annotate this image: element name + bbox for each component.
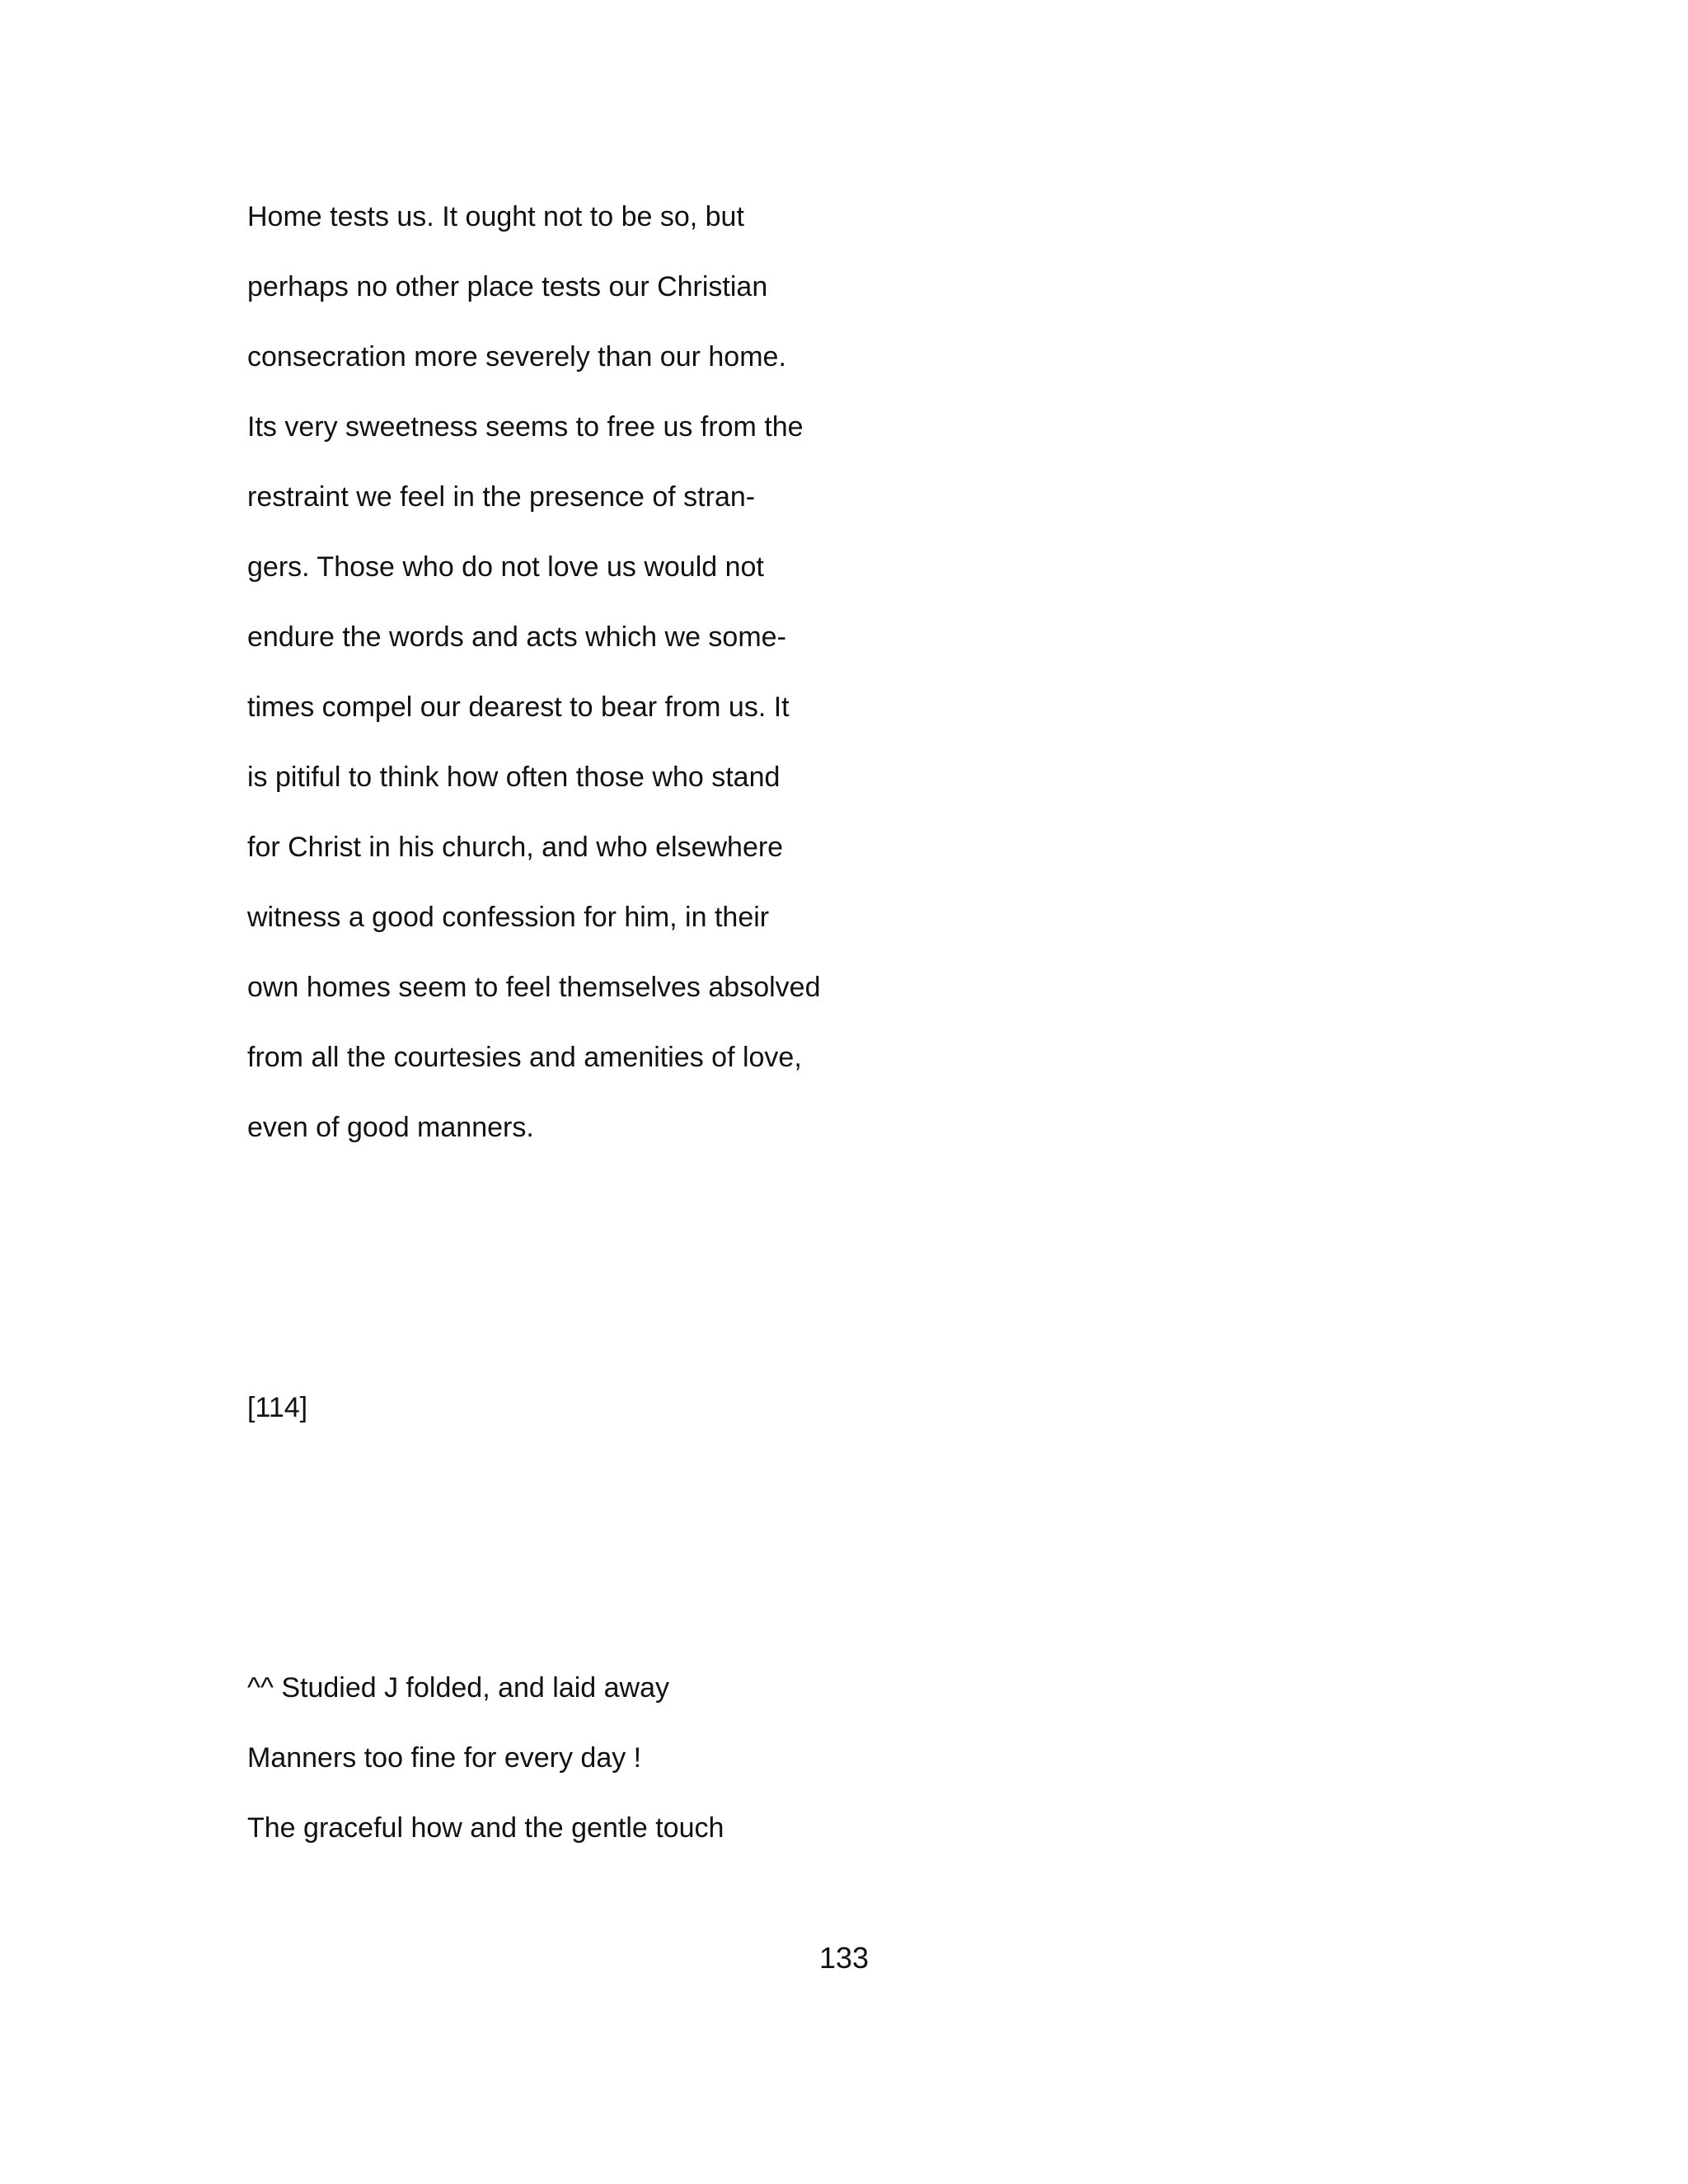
verse-line: ^^ Studied J folded, and laid away [247,1672,670,1704]
paragraph-line: Home tests us. It ought not to be so, but [247,201,744,232]
paragraph-line: times compel our dearest to bear from us. It [247,691,790,723]
verse-line: The graceful how and the gentle touch [247,1812,724,1844]
paragraph-line: Its very sweetness seems to free us from the [247,411,804,443]
paragraph-line: witness a good confession for him, in their [247,902,770,933]
verse-line: Manners too fine for every day ! [247,1742,642,1774]
paragraph-line: restraint we feel in the presence of stran- [247,481,756,513]
bracket-marker: [114] [247,1392,308,1423]
paragraph-line: gers. Those who do not love us would not [247,551,764,583]
paragraph-line: consecration more severely than our home. [247,341,786,373]
paragraph-line: for Christ in his church, and who elsewhere [247,832,784,863]
paragraph-line: endure the words and acts which we some- [247,621,786,653]
paragraph-line: even of good manners. [247,1112,534,1143]
paragraph-line: perhaps no other place tests our Christian [247,271,768,302]
paragraph-line: own homes seem to feel themselves absolved [247,972,821,1003]
paragraph-line: is pitiful to think how often those who stand [247,762,781,793]
page-number: 133 [818,1941,870,1975]
paragraph-line: from all the courtesies and amenities of love, [247,1042,802,1073]
